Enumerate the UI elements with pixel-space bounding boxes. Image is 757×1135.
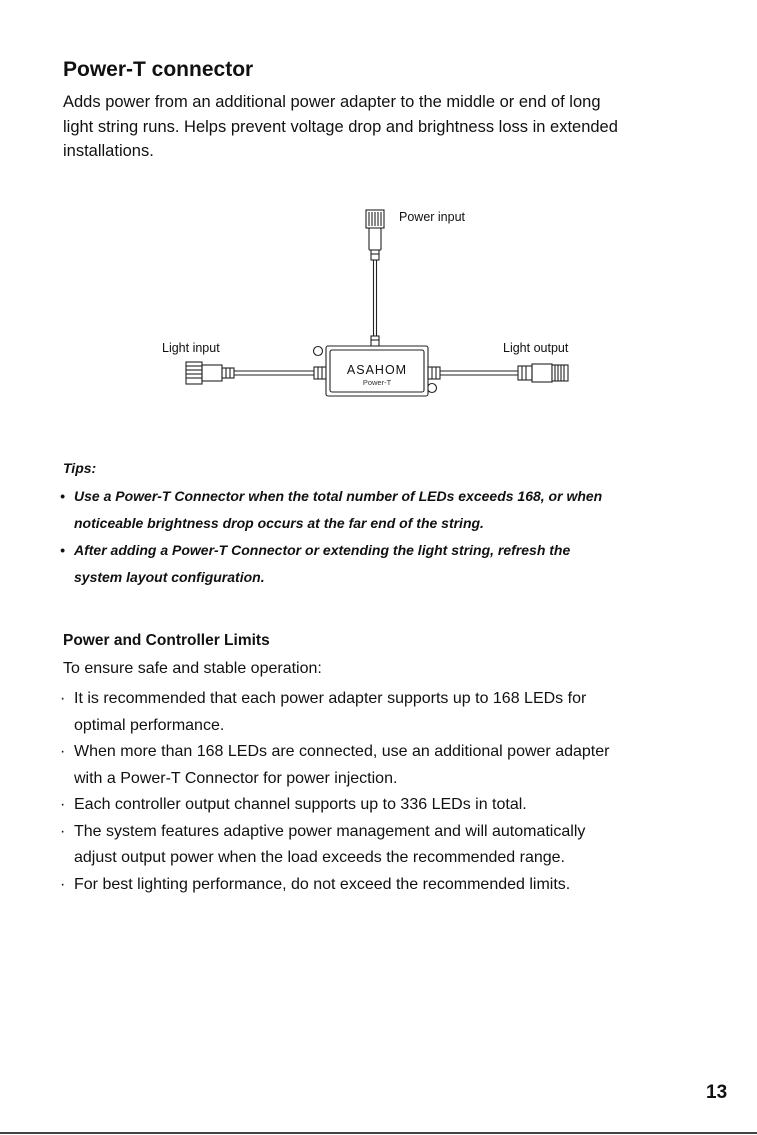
intro-line: Adds power from an additional power adapter to the middle or end of long (63, 93, 601, 111)
tips-list (60, 483, 740, 591)
limit-line: It is recommended that each power adapter supports up to 168 LEDs for (74, 690, 587, 707)
tip-item (60, 483, 740, 537)
page-number: 13 (706, 1082, 728, 1103)
bullet-icon: · (60, 690, 66, 707)
limit-line: For best lighting performance, do not exceed the recommended limits. (74, 875, 571, 893)
power-t-diagram (150, 200, 610, 410)
power-input-plug-icon (366, 210, 384, 346)
light-output-label: Light output (503, 341, 569, 355)
tip-line: Use a Power-T Connector when the total number of LEDs exceeds 168, or when (74, 488, 603, 504)
tips-title: Tips: (63, 460, 97, 476)
limit-line: adjust output power when the load exceeds the recommended range. (74, 849, 565, 866)
light-output-plug-icon (428, 364, 568, 382)
brand-logo: ASAHOM (346, 363, 408, 377)
section-title: Power-T connector (63, 58, 254, 81)
power-input-label: Power input (399, 210, 466, 224)
model-label: Power-T (362, 378, 392, 387)
limits-list (60, 686, 750, 898)
limit-item (60, 739, 750, 792)
tip-line: noticeable brightness drop occurs at the far end of the string. (74, 515, 484, 531)
bullet-icon: • (60, 542, 65, 558)
bullet-icon: · (60, 822, 66, 840)
limit-item (60, 792, 750, 819)
bullet-icon: • (60, 488, 65, 504)
limit-item (60, 819, 750, 872)
limit-line: The system features adaptive power management and will automatically (74, 822, 586, 840)
limit-line: with a Power-T Connector for power injection. (74, 769, 398, 787)
tip-item (60, 537, 740, 591)
bullet-icon: · (60, 743, 66, 760)
intro-line: light string runs. Helps prevent voltage drop and brightness loss in extended (63, 117, 618, 136)
footer-divider (0, 1132, 757, 1134)
tip-line: system layout configuration. (74, 569, 265, 585)
limit-item (60, 686, 750, 739)
limits-title: Power and Controller Limits (63, 632, 270, 649)
limit-item (60, 872, 750, 899)
intro-line: installations. (63, 142, 154, 160)
limit-line: When more than 168 LEDs are connected, use an additional power adapter (74, 743, 610, 760)
limit-line: Each controller output channel supports up to 336 LEDs in total. (74, 796, 527, 813)
light-input-label: Light input (162, 341, 220, 355)
bullet-icon: · (60, 875, 66, 893)
tip-line: After adding a Power-T Connector or extending the light string, refresh the (74, 542, 571, 558)
light-input-plug-icon (186, 362, 326, 384)
intro-paragraph (63, 90, 703, 164)
bullet-icon: · (60, 796, 66, 813)
limit-line: optimal performance. (74, 716, 225, 734)
limits-lead: To ensure safe and stable operation: (63, 660, 322, 677)
